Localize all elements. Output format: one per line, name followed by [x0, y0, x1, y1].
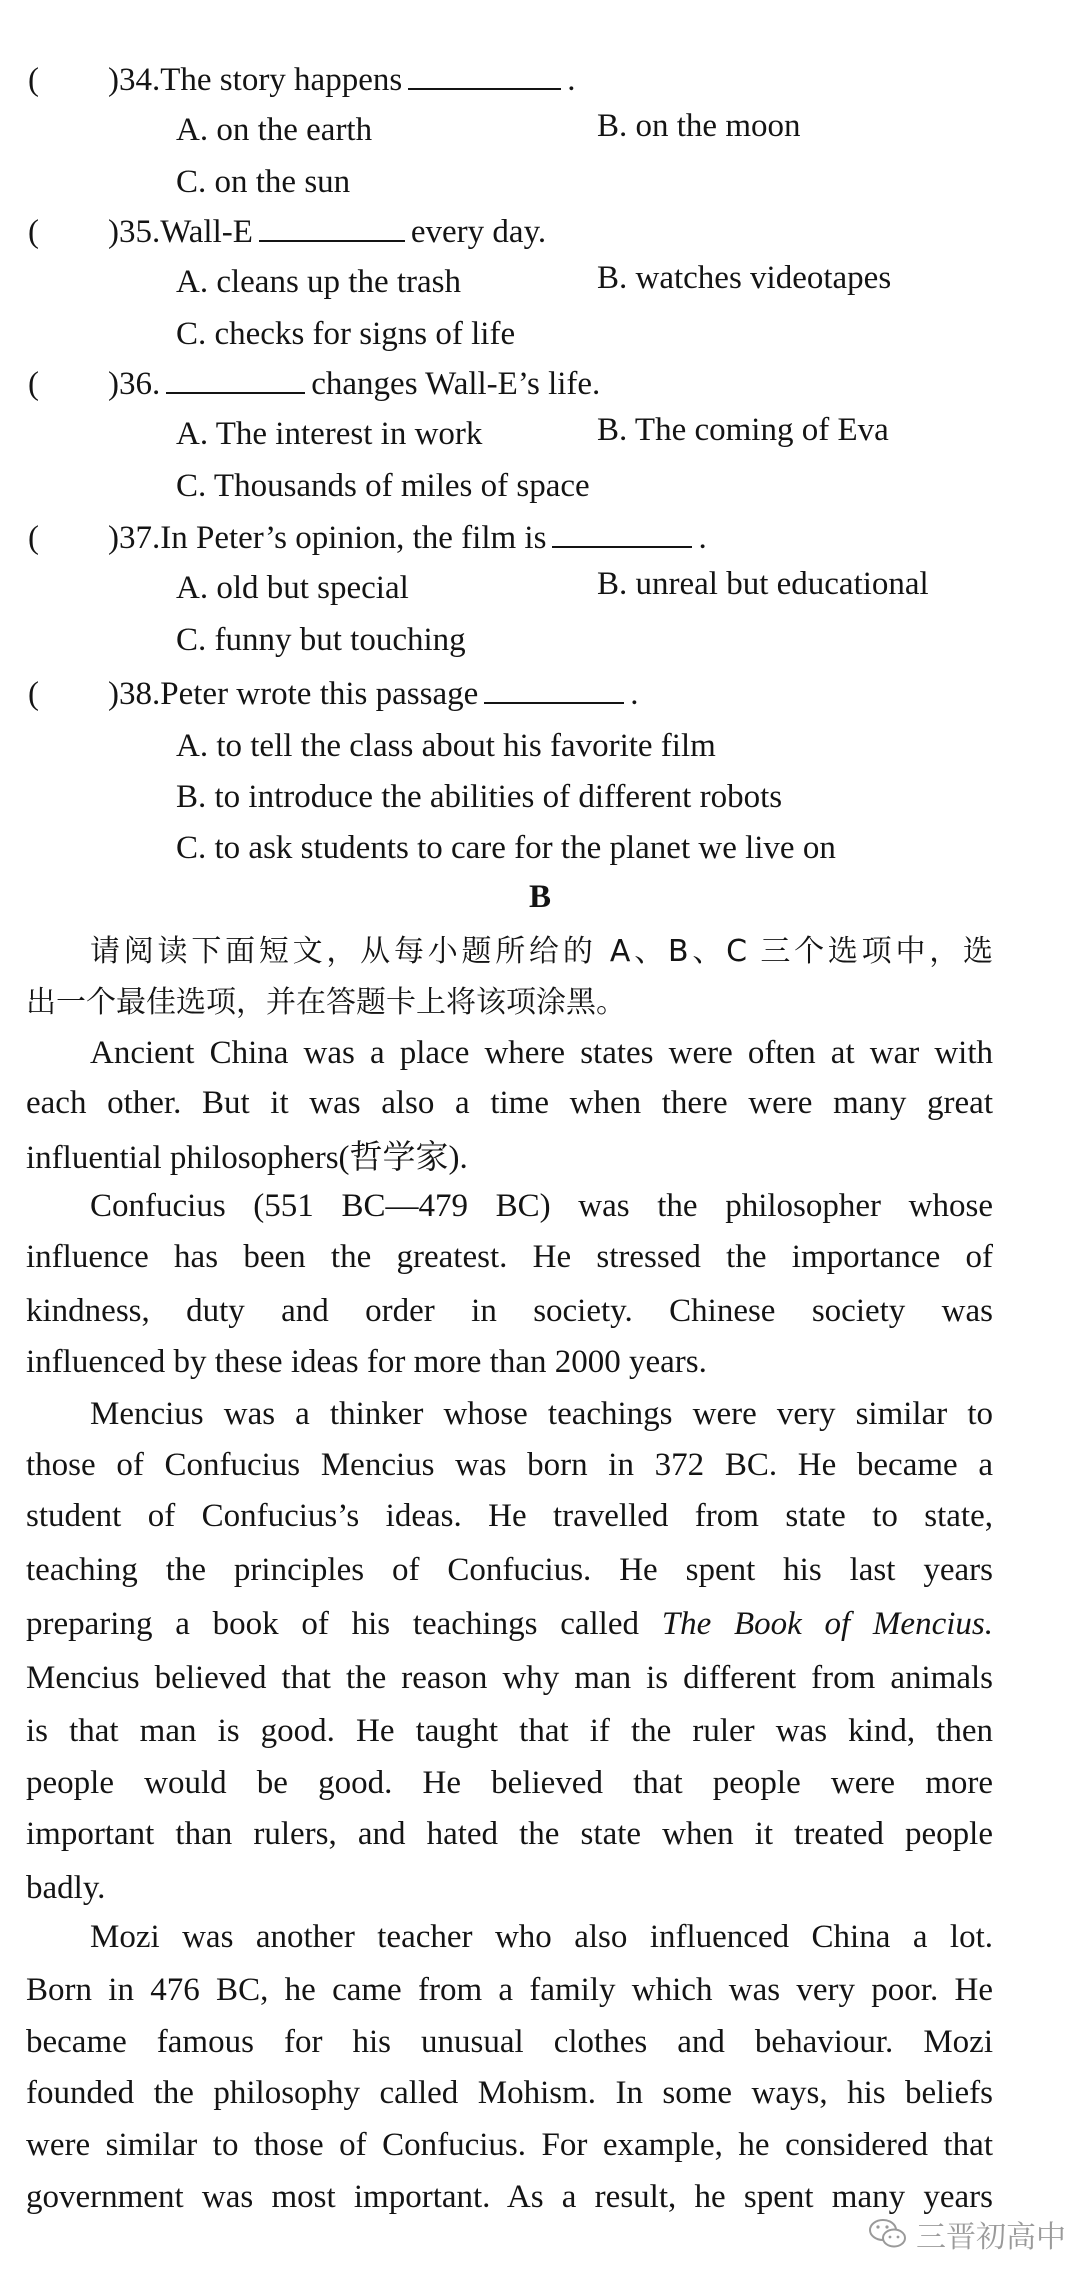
passage-line: important than rulers, and hated the state when it treated people — [26, 1816, 993, 1852]
option-c: C. on the sun — [176, 164, 351, 200]
answer-blank — [166, 366, 305, 394]
question-stem — [108, 518, 707, 558]
option-b: B. unreal but educational — [597, 566, 929, 602]
option-b: B. The coming of Eva — [597, 412, 889, 448]
stem-text-before: In Peter’s opinion, the film is — [160, 520, 547, 556]
passage-line: student of Confucius’s ideas. He travelled from state to state, — [26, 1498, 993, 1534]
question-number: )35. — [108, 214, 161, 250]
section-heading: B — [528, 879, 551, 915]
watermark — [868, 2212, 1066, 2256]
question-stem — [108, 674, 639, 714]
stem-text-after: changes Wall-E’s life. — [311, 366, 601, 402]
answer-blank — [408, 62, 561, 90]
option-a: A. old but special — [176, 570, 409, 606]
answer-paren: ( — [28, 214, 39, 250]
passage-line: government was most important. As a result, he spent many years — [26, 2179, 993, 2215]
passage-line: Confucius (551 BC—479 BC) was the philosopher whose — [90, 1188, 993, 1224]
option-c: C. funny but touching — [176, 622, 466, 658]
passage-line: Mozi was another teacher who also influenced China a lot. — [90, 1919, 993, 1955]
passage-line: became famous for his unusual clothes and behaviour. Mozi — [26, 2024, 993, 2060]
option-a: A. cleans up the trash — [176, 264, 461, 300]
question-stem — [108, 212, 546, 252]
passage-line: Ancient China was a place where states were often at war with — [90, 1035, 993, 1071]
book-title: The Book of Mencius. — [661, 1606, 993, 1642]
option-b: B. on the moon — [597, 108, 801, 144]
question-stem — [108, 60, 575, 100]
passage-line: people would be good. He believed that people were more — [26, 1765, 993, 1801]
answer-paren: ( — [28, 366, 39, 402]
option-a: A. on the earth — [176, 112, 373, 148]
option-b: B. watches videotapes — [597, 260, 892, 296]
option-c: C. Thousands of miles of space — [176, 468, 590, 504]
passage-line: influential philosophers(哲学家). — [26, 1140, 468, 1176]
answer-blank — [484, 676, 624, 704]
passage-line: influence has been the greatest. He stressed the importance of — [26, 1239, 993, 1275]
question-number: )36. — [108, 366, 161, 402]
stem-text-before: Peter wrote this passage — [160, 676, 479, 712]
passage-line: Mencius was a thinker whose teachings were very similar to — [90, 1396, 993, 1432]
question-number: )37. — [108, 520, 161, 556]
stem-text-before: The story happens — [160, 62, 403, 98]
answer-blank — [552, 520, 692, 548]
passage-line: teaching the principles of Confucius. He spent his last years — [26, 1552, 993, 1588]
passage-line: influenced by these ideas for more than 2000 years. — [26, 1344, 707, 1380]
passage-line: founded the philosophy called Mohism. In some ways, his beliefs — [26, 2075, 993, 2111]
stem-text-after: . — [567, 62, 576, 98]
stem-text-before: Wall-E — [160, 214, 253, 250]
option-b: B. to introduce the abilities of different robots — [176, 779, 783, 815]
option-c: C. checks for signs of life — [176, 316, 516, 352]
passage-line: kindness, duty and order in society. Chinese society was — [26, 1293, 993, 1329]
instructions-line: 出一个最佳选项，并在答题卡上将该项涂黑。 — [26, 985, 626, 1020]
question-number: )38. — [108, 676, 161, 712]
stem-text-after: every day. — [410, 214, 547, 250]
passage-text: preparing a book of his teachings called — [26, 1606, 662, 1642]
passage-line: were similar to those of Confucius. For example, he considered that — [26, 2127, 993, 2163]
question-stem — [108, 364, 600, 404]
passage-line: badly. — [26, 1870, 106, 1906]
passage-line: is that man is good. He taught that if the ruler was kind, then — [26, 1713, 993, 1749]
question-number: )34. — [108, 62, 161, 98]
passage-line: each other. But it was also a time when there were many great — [26, 1085, 993, 1121]
instructions-line: 请阅读下面短文，从每小题所给的 A、B、C 三个选项中，选 — [90, 934, 993, 969]
passage-line: Born in 476 BC, he came from a family which was very poor. He — [26, 1972, 993, 2008]
option-c: C. to ask students to care for the planet we live on — [176, 830, 836, 866]
passage-line: Mencius believed that the reason why man is different from animals — [26, 1660, 993, 1696]
passage-line — [26, 1604, 993, 1644]
stem-text-after: . — [630, 676, 639, 712]
answer-paren: ( — [28, 62, 39, 98]
option-a: A. The interest in work — [176, 416, 483, 452]
option-a: A. to tell the class about his favorite film — [176, 728, 716, 764]
watermark-text: 三晋初高中 — [916, 2220, 1066, 2255]
passage-line: those of Confucius Mencius was born in 372 BC. He became a — [26, 1447, 993, 1483]
answer-paren: ( — [28, 520, 39, 556]
answer-blank — [259, 214, 405, 242]
wechat-icon — [868, 2217, 908, 2251]
answer-paren: ( — [28, 676, 39, 712]
stem-text-after: . — [698, 520, 707, 556]
